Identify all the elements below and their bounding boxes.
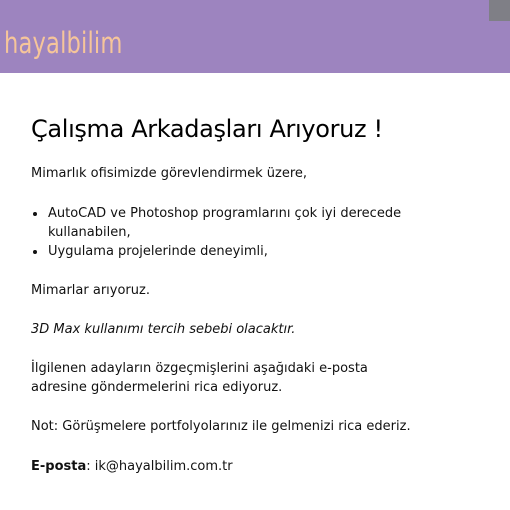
intro-text: Mimarlık ofisimizde görevlendirmek üzere, [31, 166, 308, 181]
job-post-content [31, 109, 491, 476]
looking-for-text: Mimarlar arıyoruz. [31, 283, 150, 298]
email-label: E-posta [31, 459, 87, 474]
site-header [0, 0, 510, 73]
site-logo[interactable]: hayalbilim [4, 26, 123, 60]
requirement-item: Uygulama projelerinde deneyimli, [31, 242, 408, 261]
preference-note: 3D Max kullanımı tercih sebebi olacaktır. [31, 322, 296, 337]
email-separator: : [86, 459, 91, 474]
window-corner-scroll[interactable] [489, 0, 510, 21]
interview-note: Not: Görüşmelere portfolyolarınız ile gelmenizi rica ederiz. [31, 419, 411, 434]
page-title: Çalışma Arkadaşları Arıyoruz ! [31, 115, 383, 143]
requirement-item: AutoCAD ve Photoshop programlarını çok iyi derecede kullanabilen, [31, 204, 408, 242]
email-line [31, 457, 491, 476]
cv-request-text: İlgilenen adayların özgeçmişlerini aşağıdaki e-posta adresine göndermelerini rica ediyoruz. [31, 361, 368, 395]
requirements-list [31, 204, 491, 261]
email-address[interactable]: ik@hayalbilim.com.tr [90, 459, 233, 474]
